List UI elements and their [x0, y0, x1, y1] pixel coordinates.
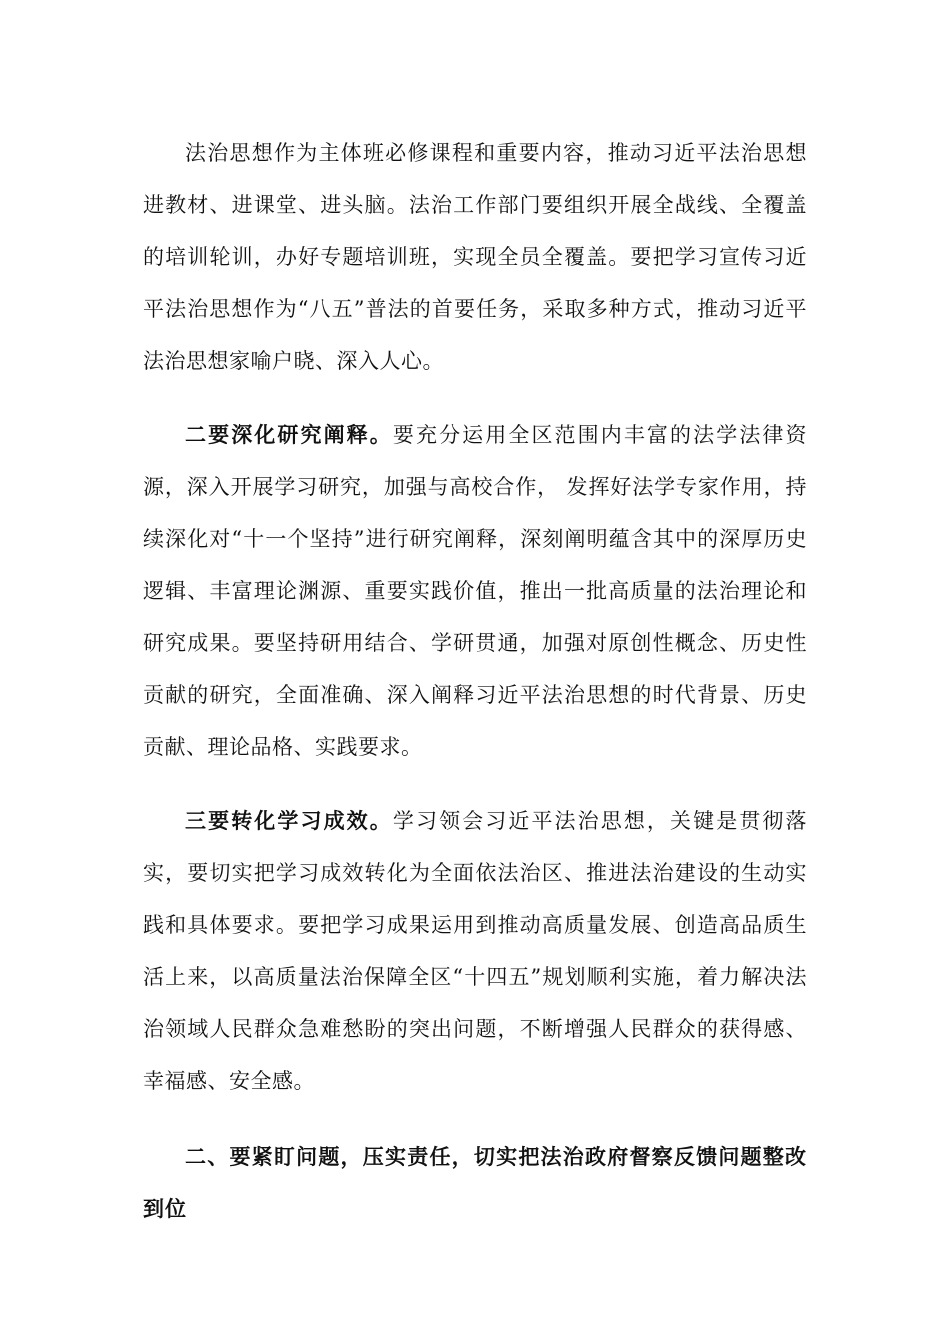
paragraph-research-lead: 二要深化研究阐释。 [185, 423, 393, 447]
paragraph-research [143, 409, 807, 773]
paragraph-research-text: 要充分运用全区范围内丰富的法学法律资源，深入开展学习研究，加强与高校合作， 发挥好法学专家作用，持续深化对“十一个坚持”进行研究阐释，深刻阐明蕴含其中的深厚历史逻辑、丰富理论渊源、重要实践价值，推出一批高质量的法治理论和研究成果。要坚持研用结合、学研贯通，加强对原创性概念、历史性贡献的研究，全面准确、深入阐释习近平法治思想的时代背景、历史贡献、理论品格、实践要求。 [143, 423, 808, 759]
paragraph-transform [143, 795, 807, 1107]
paragraph-transform-text: 学习领会习近平法治思想，关键是贯彻落实，要切实把学习成效转化为全面依法治区、推进法治建设的生动实践和具体要求。要把学习成果运用到推动高质量发展、创造高品质生活上来，以高质量法治保障全区“十四五”规划顺利实施，着力解决法治领域人民群众急难愁盼的突出问题，不断增强人民群众的获得感、幸福感、安全感。 [143, 809, 808, 1093]
document-body [143, 127, 807, 1235]
paragraph-intro [143, 127, 807, 387]
paragraph-transform-lead: 三要转化学习成效。 [185, 809, 393, 833]
paragraph-intro-text: 法治思想作为主体班必修课程和重要内容，推动习近平法治思想进教材、进课堂、进头脑。法治工作部门要组织开展全战线、全覆盖的培训轮训，办好专题培训班，实现全员全覆盖。要把学习宣传习近平法治思想作为“八五”普法的首要任务，采取多种方式，推动习近平法治思想家喻户晓、深入人心。 [143, 141, 807, 373]
section-heading: 二、要紧盯问题，压实责任，切实把法治政府督察反馈问题整改到位 [143, 1145, 807, 1221]
